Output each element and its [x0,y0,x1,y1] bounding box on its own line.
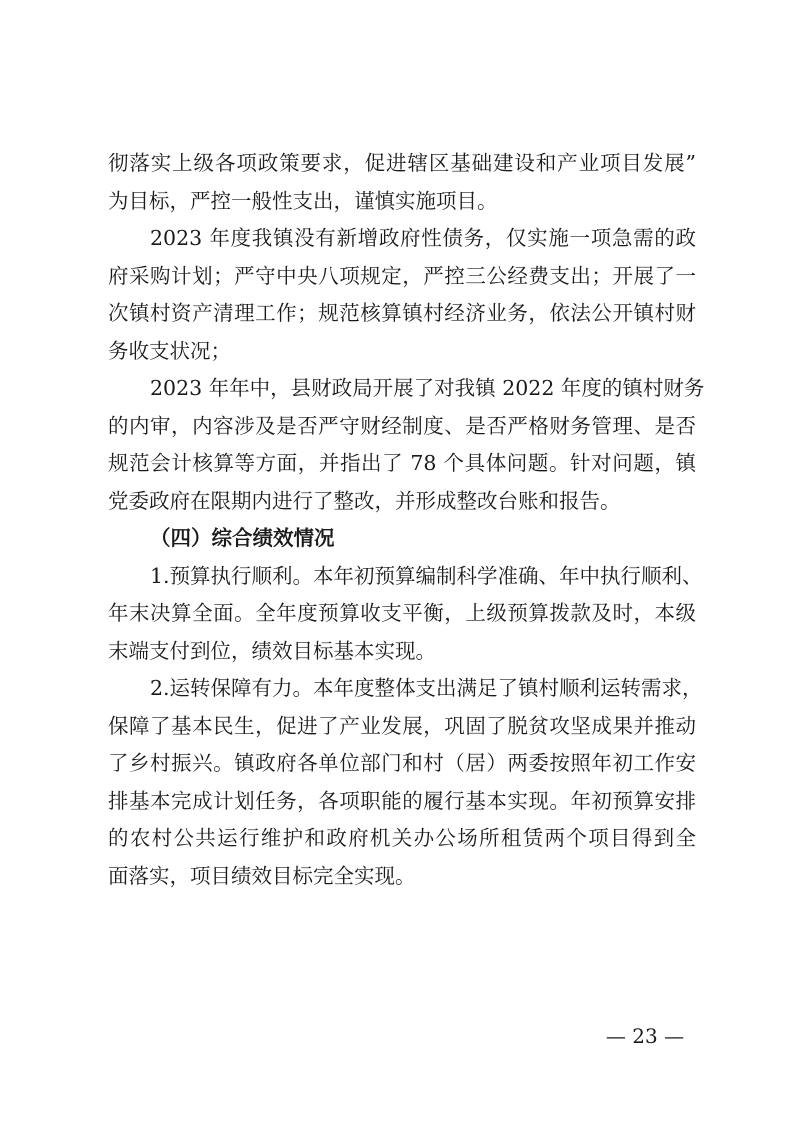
text-line: 面落实，项目绩效目标完全实现。 [108,863,416,888]
text-line: 保障了基本民生，促进了产业发展，巩固了脱贫攻坚成果并推动 [108,713,696,738]
text-line: 规范会计核算等方面，并指出了 78 个具体问题。针对问题，镇 [108,451,696,475]
text-line: 2023 年年中，县财政局开展了对我镇 2022 年度的镇村财务 [150,376,705,400]
text-line: 2023 年度我镇没有新增政府性债务，仅实施一项急需的政 [150,226,696,250]
text-line: 次镇村资产清理工作；规范核算镇村经济业务，依法公开镇村财 [108,301,696,325]
body-text [108,145,705,895]
text-line: 党委政府在限期内进行了整改，并形成整改台账和报告。 [108,488,621,513]
text-line: 末端支付到位，绩效目标基本实现。 [108,638,436,663]
text-line: 了乡村振兴。镇政府各单位部门和村（居）两委按照年初工作安 [108,751,696,775]
text-line: 务收支状况； [108,338,231,363]
text-line: 为目标，严控一般性支出，谨慎实施项目。 [108,188,498,213]
text-line: 排基本完成计划任务，各项职能的履行基本实现。年初预算安排 [108,788,696,813]
text-line: 的内审，内容涉及是否严守财经制度、是否严格财务管理、是否 [108,413,696,438]
text-line: 府采购计划；严守中央八项规定，严控三公经费支出；开展了一 [108,263,696,288]
text-line: 的农村公共运行维护和政府机关办公场所租赁两个项目得到全 [108,826,696,850]
page-number: — 23 — [605,1024,685,1048]
text-line: 2.运转保障有力。本年度整体支出满足了镇村顺利运转需求， [150,676,703,700]
section-heading: （四）综合绩效情况 [150,526,335,550]
text-line: 年末决算全面。全年度预算收支平衡，上级预算拨款及时，本级 [108,601,696,625]
text-line: 彻落实上级各项政策要求，促进辖区基础建设和产业项目发展” [108,151,696,175]
text-line: 1.预算执行顺利。本年初预算编制科学准确、年中执行顺利、 [150,563,703,588]
